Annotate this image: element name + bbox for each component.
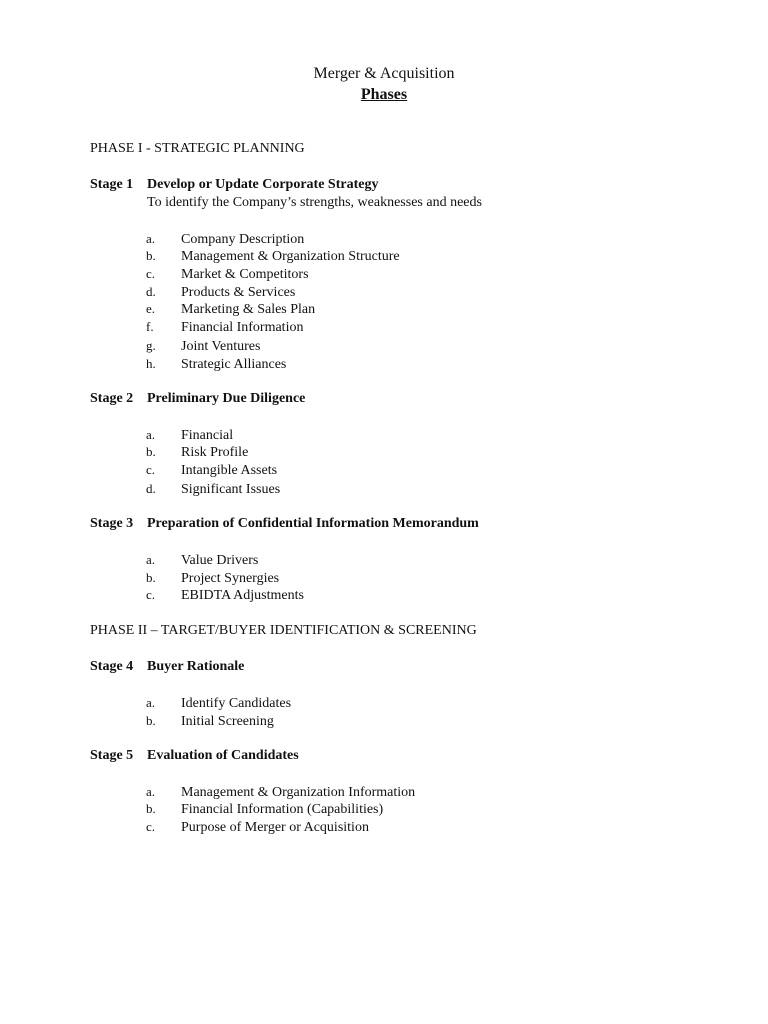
list-marker: d. [146, 284, 156, 299]
document-subtitle: Phases [360, 86, 408, 103]
list-marker: a. [146, 784, 156, 799]
list-text: Strategic Alliances [181, 357, 287, 372]
list-item [146, 694, 291, 713]
list-text: Significant Issues [181, 482, 281, 497]
list-item [146, 300, 315, 319]
list-text: Joint Ventures [181, 339, 261, 354]
list-marker: b. [146, 570, 156, 585]
list-text: Products & Services [181, 285, 296, 300]
stage-title: Preparation of Confidential Information Memorandum [147, 516, 479, 531]
list-text: Management & Organization Information [181, 785, 416, 800]
list-text: Market & Competitors [181, 267, 309, 282]
list-marker: a. [146, 695, 156, 710]
stage-1-description: To identify the Company’s strengths, weaknesses and needs [147, 195, 482, 210]
list-text: EBIDTA Adjustments [181, 588, 304, 603]
list-item [146, 551, 258, 570]
list-text: Financial Information [181, 320, 304, 335]
list-marker: b. [146, 248, 156, 263]
list-marker: c. [146, 819, 156, 834]
list-item [146, 586, 304, 605]
stage-4-heading [90, 658, 244, 676]
stage-number: Stage 1 [90, 177, 134, 192]
list-text: Initial Screening [181, 714, 274, 729]
list-marker: b. [146, 713, 156, 728]
stage-2-heading [90, 390, 305, 408]
list-item [146, 818, 369, 837]
list-marker: b. [146, 801, 156, 816]
list-marker: c. [146, 462, 156, 477]
list-item [146, 355, 286, 374]
list-text: Marketing & Sales Plan [181, 302, 316, 317]
list-marker: d. [146, 481, 156, 496]
list-text: Purpose of Merger or Acquisition [181, 820, 369, 835]
list-item [146, 712, 274, 731]
list-text: Value Drivers [181, 553, 259, 568]
phase-1-heading: PHASE I - STRATEGIC PLANNING [90, 141, 305, 156]
list-marker: b. [146, 444, 156, 459]
stage-title: Develop or Update Corporate Strategy [147, 177, 379, 192]
document-title: Merger & Acquisition [313, 65, 455, 82]
list-marker: h. [146, 356, 156, 371]
list-item [146, 265, 309, 284]
list-item [146, 318, 303, 337]
stage-title: Preliminary Due Diligence [147, 391, 306, 406]
phase-2-heading: PHASE II – TARGET/BUYER IDENTIFICATION & SCREENING [90, 623, 477, 638]
stage-number: Stage 3 [90, 516, 134, 531]
list-item [146, 480, 280, 499]
stage-title: Buyer Rationale [147, 659, 245, 674]
list-item [146, 443, 248, 462]
list-marker: c. [146, 587, 156, 602]
list-item [146, 337, 260, 356]
stage-number: Stage 5 [90, 748, 134, 763]
list-item [146, 247, 400, 266]
stage-number: Stage 4 [90, 659, 134, 674]
list-item [146, 461, 277, 480]
list-text: Intangible Assets [181, 463, 278, 478]
stage-1-heading [90, 176, 378, 194]
list-text: Identify Candidates [181, 696, 292, 711]
list-item [146, 800, 383, 819]
stage-number: Stage 2 [90, 391, 134, 406]
list-text: Company Description [181, 232, 305, 247]
list-marker: a. [146, 231, 156, 246]
list-marker: c. [146, 266, 156, 281]
list-text: Management & Organization Structure [181, 249, 400, 264]
list-marker: f. [146, 319, 154, 334]
stage-3-heading [90, 515, 479, 533]
list-marker: a. [146, 427, 156, 442]
list-marker: g. [146, 338, 156, 353]
list-text: Financial Information (Capabilities) [181, 802, 384, 817]
stage-5-heading [90, 747, 299, 765]
list-text: Risk Profile [181, 445, 249, 460]
list-text: Financial [181, 428, 234, 443]
list-text: Project Synergies [181, 571, 280, 586]
list-marker: e. [146, 301, 156, 316]
stage-title: Evaluation of Candidates [147, 748, 299, 763]
list-marker: a. [146, 552, 156, 567]
